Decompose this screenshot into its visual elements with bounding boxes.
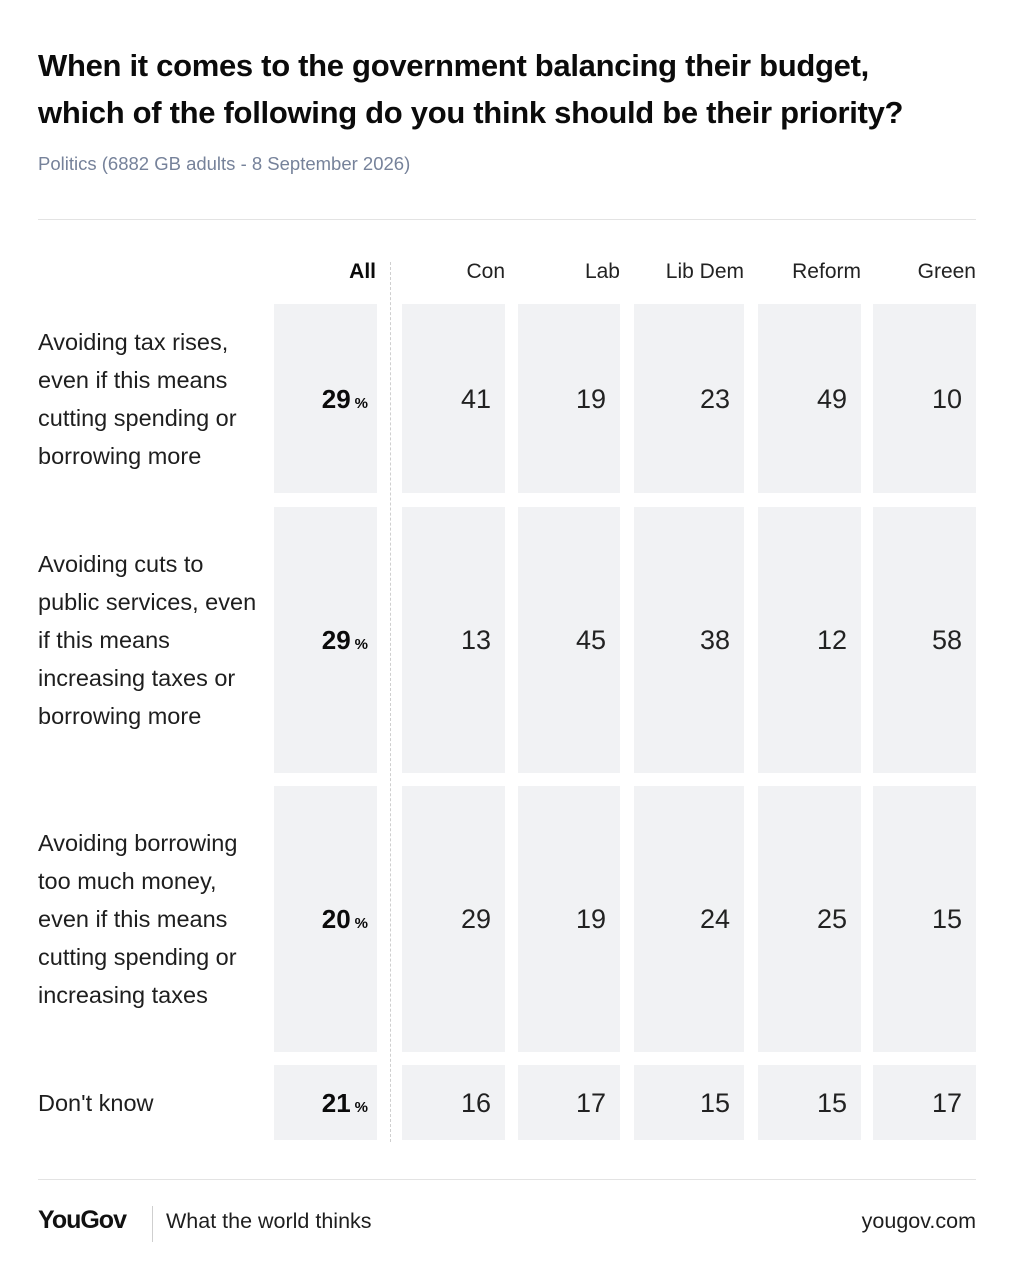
percent-sign: % <box>354 1099 368 1116</box>
cell-value: 19 <box>575 384 606 414</box>
table-cell <box>758 1065 861 1140</box>
yougov-logo: YouGov <box>38 1206 126 1234</box>
table-cell <box>634 507 744 773</box>
table-cell <box>634 786 744 1052</box>
row-label: Don't know <box>38 1089 154 1116</box>
cell-value: 15 <box>699 1088 730 1118</box>
table-cell <box>758 507 861 773</box>
table-cell <box>402 304 505 493</box>
all-value-cell <box>274 507 377 773</box>
all-value <box>322 384 368 419</box>
table-cell <box>518 1065 620 1140</box>
row-label: Avoiding tax rises, even if this means cutting spending or borrowing more <box>38 328 237 469</box>
all-value-number: 20 <box>321 904 351 934</box>
percent-sign: % <box>354 395 368 412</box>
table-cell <box>873 507 976 773</box>
cell-value: 19 <box>575 904 606 934</box>
column-header-all: All <box>349 260 376 283</box>
footer-tagline: What the world thinks <box>166 1209 372 1233</box>
cell-value: 17 <box>575 1088 606 1118</box>
table-cell <box>518 786 620 1052</box>
cell-value: 25 <box>816 904 847 934</box>
cell-value: 15 <box>931 904 962 934</box>
table-cell <box>402 786 505 1052</box>
table-cell <box>402 507 505 773</box>
table-cell <box>634 1065 744 1140</box>
top-divider <box>38 219 976 220</box>
cell-value: 38 <box>699 625 730 655</box>
cell-value: 12 <box>816 625 847 655</box>
column-header-con: Con <box>466 260 505 283</box>
all-value <box>322 1088 368 1123</box>
cell-value: 49 <box>816 384 847 414</box>
column-header-reform: Reform <box>792 260 861 283</box>
cell-value: 10 <box>931 384 962 414</box>
chart-subtitle: Politics (6882 GB adults - 8 September 2026) <box>38 153 411 174</box>
percent-sign: % <box>354 636 368 653</box>
table-cell <box>873 786 976 1052</box>
column-header-lab: Lab <box>584 260 620 283</box>
all-value-cell <box>274 1065 377 1140</box>
percent-sign: % <box>354 915 368 932</box>
cell-value: 45 <box>575 625 606 655</box>
cell-value: 23 <box>699 384 730 414</box>
footer-separator <box>152 1206 153 1242</box>
bottom-divider <box>38 1179 976 1180</box>
row-label: Avoiding cuts to public services, even if this means increasing taxes or borrowing more <box>38 551 257 729</box>
all-value-cell <box>274 786 377 1052</box>
cell-value: 16 <box>460 1088 491 1118</box>
all-column-divider <box>390 262 391 1142</box>
cell-value: 41 <box>460 384 491 414</box>
all-value-number: 29 <box>321 384 351 414</box>
all-value <box>322 625 368 660</box>
table-cell <box>634 304 744 493</box>
cell-value: 17 <box>931 1088 962 1118</box>
all-value-number: 29 <box>321 625 351 655</box>
column-header-green: Green <box>917 260 976 283</box>
cell-value: 15 <box>816 1088 847 1118</box>
column-header-lib-dem: Lib Dem <box>665 260 744 283</box>
footer-url: yougov.com <box>861 1209 976 1233</box>
table-cell <box>873 304 976 493</box>
table-cell <box>518 507 620 773</box>
cell-value: 13 <box>460 625 491 655</box>
table-cell <box>518 304 620 493</box>
row-label: Avoiding borrowing too much money, even if this means cutting spending or increasing taxes <box>38 830 238 1008</box>
all-value-cell <box>274 304 377 493</box>
table-cell <box>402 1065 505 1140</box>
table-cell <box>873 1065 976 1140</box>
table-cell <box>758 304 861 493</box>
chart-title: When it comes to the government balancing their budget, which of the following do you think should be their priority? <box>38 48 904 130</box>
cell-value: 29 <box>460 904 491 934</box>
cell-value: 58 <box>931 625 962 655</box>
all-value <box>322 904 368 939</box>
all-value-number: 21 <box>321 1088 351 1118</box>
table-cell <box>758 786 861 1052</box>
cell-value: 24 <box>699 904 730 934</box>
